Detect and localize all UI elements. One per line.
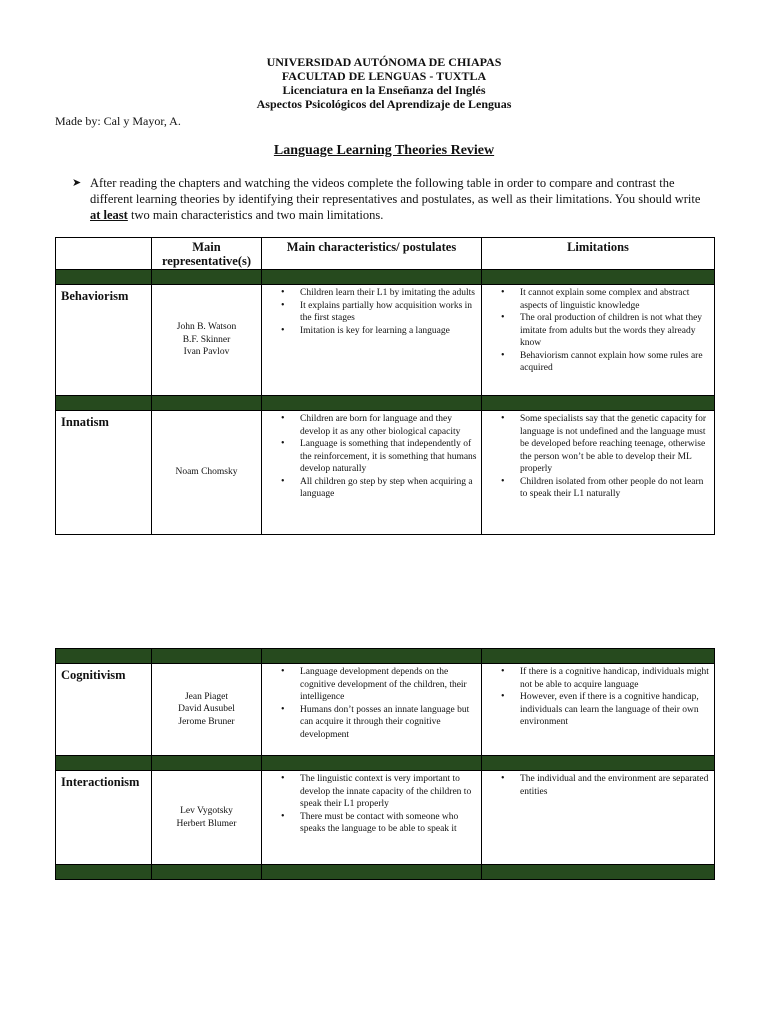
table-row [56,285,715,396]
limitations-cell [482,771,715,865]
representative-name: John B. Watson [176,322,237,333]
list-item: • All children go step by step when acquiring a language [300,476,477,501]
list-item: • The oral production of children is not what they imitate from adults but the words they already know [520,312,710,350]
header-limitations: Limitations [482,238,715,270]
theory-name: Innatism [56,411,152,535]
representative-name: Lev Vygotsky [180,806,233,816]
table-row [56,664,715,756]
instructions-text: After reading the chapters and watching the videos complete the following table in order to compare and contrast the different learning theories by identifying their representatives and postulates, as well as their limitations. You should write at least two main characteristics and two main limitations. [90,176,701,222]
characteristics-cell-list [262,664,481,743]
course-name: Aspectos Psicológicos del Aprendizaje de Lenguas [256,97,512,111]
representative-name: Ivan Pavlov [183,347,230,358]
list-item: • There must be contact with someone who speaks the language to be able to speak it [300,811,477,836]
document-header [0,55,768,111]
characteristics-cell [262,285,482,396]
representatives-cell [152,664,262,756]
theory-name: Behaviorism [56,285,152,396]
table-row [56,411,715,535]
instructions [72,175,712,223]
limitations-cell-list [482,411,714,503]
list-item: • Children are born for language and they develop it as any other biological capacity [300,413,477,438]
list-item: • Language development depends on the cognitive development of the children, their intelligence [300,666,477,704]
theories-table-top [55,237,715,535]
list-item: • It cannot explain some complex and abstract aspects of linguistic knowledge [520,287,710,312]
characteristics-cell-list [262,285,481,339]
representative-name: David Ausubel [178,704,235,715]
header-representatives: Main representative(s) [152,238,262,270]
characteristics-cell-list [262,411,481,503]
page-title: Language Learning Theories Review [273,143,495,158]
list-item: • Language is something that independently of the reinforcement, it is something that humans develop naturally [300,438,477,476]
representative-name: B.F. Skinner [182,334,231,345]
representative-name: Herbert Blumer [176,818,237,829]
representatives-cell [152,411,262,535]
limitations-cell-list [482,771,714,800]
arrow-bullet-icon: ➤ [72,177,82,189]
list-item: • The linguistic context is very important to develop the innate capacity of the children to speak their L1 properly [300,773,477,811]
list-item: • Humans don’t posses an innate language but can acquire it through their cognitive development [300,704,477,742]
band-row [56,396,715,411]
limitations-cell [482,664,715,756]
university-name: UNIVERSIDAD AUTÓNOMA DE CHIAPAS [266,55,502,69]
representative-name: Noam Chomsky [175,467,238,478]
list-item: • Some specialists say that the genetic capacity for language is not undefined and the language must be developed before reaching teenage, otherwise the person won’t be able to develop their ML properly [520,413,710,476]
list-item: • It explains partially how acquisition works in the first stages [300,300,477,325]
representatives-cell [152,285,262,396]
author-line: Made by: Cal y Mayor, A. [55,114,181,128]
limitations-cell [482,285,715,396]
band-row [56,865,715,880]
list-item: • The individual and the environment are separated entities [520,773,710,798]
band-row [56,270,715,285]
characteristics-cell-list [262,771,481,838]
faculty-name: FACULTAD DE LENGUAS - TUXTLA [281,69,487,83]
table-row [56,771,715,865]
list-item: • Children isolated from other people do not learn to speak their L1 naturally [520,476,710,501]
list-item: • Behaviorism cannot explain how some rules are acquired [520,350,710,375]
list-item: • Imitation is key for learning a language [300,325,477,338]
theory-name: Cognitivism [56,664,152,756]
header-theory-cell [56,238,152,270]
limitations-cell-list [482,285,714,377]
theories-table-bottom [55,648,715,880]
representative-name: Jean Piaget [184,691,228,702]
representatives-cell [152,771,262,865]
instructions-emphasis: at least [90,208,128,222]
list-item: • If there is a cognitive handicap, individuals might not be able to acquire language [520,666,710,691]
list-item: • However, even if there is a cognitive handicap, individuals can learn the language of their own environment [520,691,710,729]
degree-name: Licenciatura en la Enseñanza del Inglés [282,83,486,97]
characteristics-cell [262,664,482,756]
band-row [56,649,715,664]
limitations-cell [482,411,715,535]
theory-name: Interactionism [56,771,152,865]
characteristics-cell [262,771,482,865]
table-header-row [56,238,715,270]
list-item: • Children learn their L1 by imitating the adults [300,287,477,300]
limitations-cell-list [482,664,714,731]
header-characteristics: Main characteristics/ postulates [262,238,482,270]
band-row [56,756,715,771]
characteristics-cell [262,411,482,535]
representative-name: Jerome Bruner [178,716,235,727]
